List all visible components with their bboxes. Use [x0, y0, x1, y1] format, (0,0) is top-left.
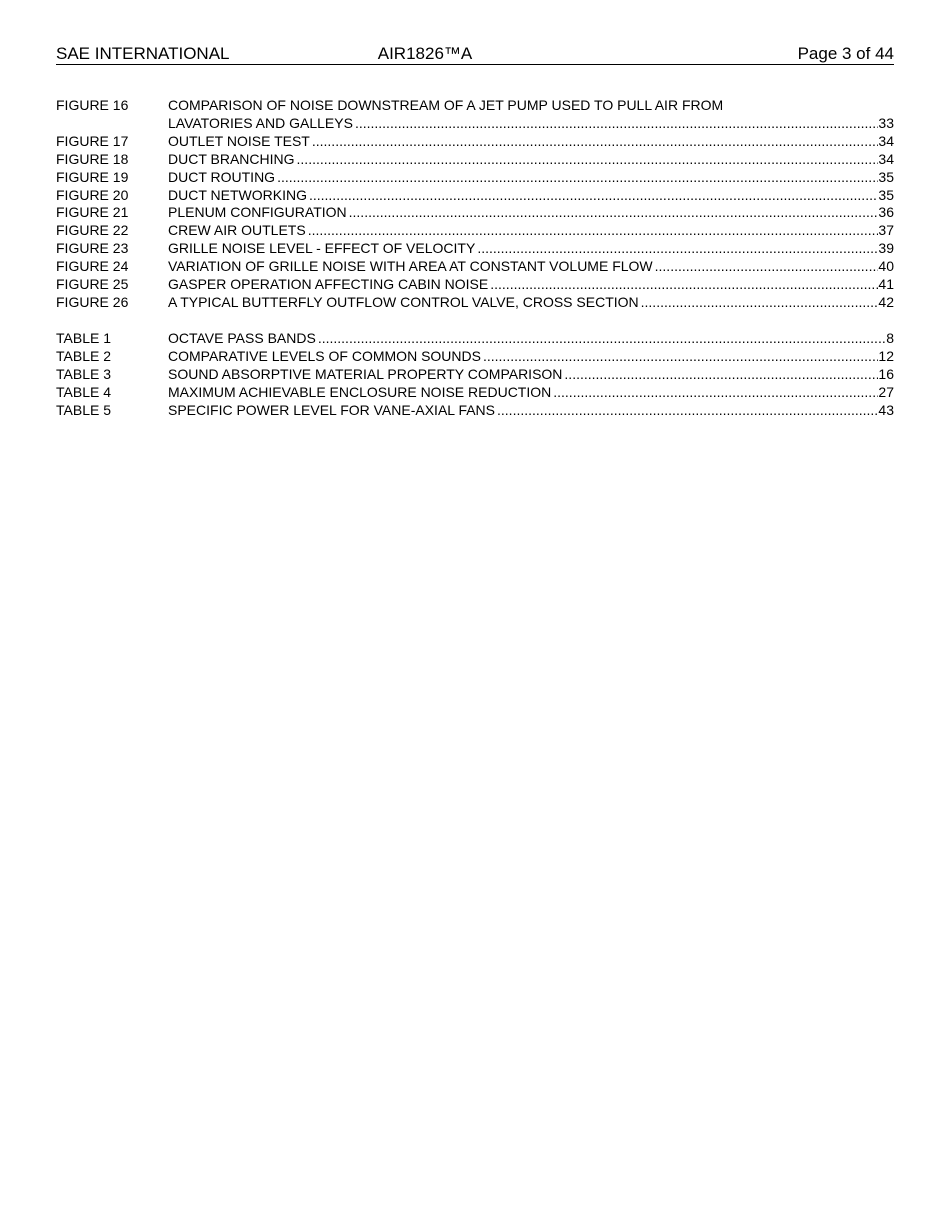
- entry-title: DUCT BRANCHING: [168, 150, 295, 167]
- entry-title: COMPARATIVE LEVELS OF COMMON SOUNDS: [168, 347, 481, 364]
- entry-title: LAVATORIES AND GALLEYS: [168, 114, 353, 131]
- entry-body: [168, 151, 894, 169]
- entry-title: SPECIFIC POWER LEVEL FOR VANE-AXIAL FANS: [168, 401, 496, 418]
- dot-leader: [310, 133, 879, 151]
- entry-line: [168, 366, 894, 384]
- dot-leader: [295, 151, 879, 169]
- entry-body: [168, 133, 894, 151]
- dot-leader: [562, 366, 878, 384]
- entry-page: 34: [878, 132, 894, 149]
- entry-label: FIGURE 17: [56, 132, 129, 149]
- entry-line: [168, 151, 894, 169]
- dot-leader: [488, 276, 878, 294]
- entry-body: [168, 222, 894, 240]
- toc-entry-figure-16[interactable]: [56, 97, 894, 133]
- entry-page: 40: [878, 258, 894, 275]
- entry-line: [168, 240, 894, 258]
- entry-page: 34: [878, 150, 894, 167]
- entry-page: 43: [878, 401, 894, 418]
- toc-entry-figure-23[interactable]: [56, 240, 894, 258]
- toc-entry-figure-24[interactable]: [56, 258, 894, 276]
- entry-page: 42: [878, 293, 894, 310]
- entry-line: [168, 222, 894, 240]
- header-page-number: Page 3 of 44: [797, 44, 894, 63]
- entry-line: [168, 276, 894, 294]
- entry-title: DUCT ROUTING: [168, 168, 276, 185]
- entry-line: [168, 330, 894, 348]
- entry-title: DUCT NETWORKING: [168, 186, 307, 203]
- header-document-id-wrap: [56, 44, 894, 64]
- entry-label: FIGURE 20: [56, 186, 129, 203]
- entry-page: 35: [878, 168, 894, 185]
- entry-line: [168, 169, 894, 187]
- entry-page: 35: [878, 186, 894, 203]
- entry-body: [168, 384, 894, 402]
- entry-line: [168, 384, 894, 402]
- entry-body: [168, 366, 894, 384]
- entry-line: [168, 402, 894, 420]
- entry-label: TABLE 3: [56, 365, 111, 382]
- dot-leader: [475, 240, 878, 258]
- dot-leader: [495, 402, 878, 420]
- entry-line: [168, 133, 894, 151]
- entry-label: TABLE 2: [56, 347, 111, 364]
- entry-line: [168, 294, 894, 312]
- dot-leader: [307, 187, 878, 205]
- entry-page: 41: [878, 276, 894, 293]
- entry-body: [168, 294, 894, 312]
- entry-label: TABLE 1: [56, 329, 111, 346]
- entry-title: CREW AIR OUTLETS: [168, 222, 306, 239]
- entry-body: [168, 169, 894, 187]
- header-organization: SAE INTERNATIONAL: [56, 44, 230, 63]
- entry-title: SOUND ABSORPTIVE MATERIAL PROPERTY COMPARISON: [168, 365, 563, 382]
- entry-label: FIGURE 21: [56, 204, 129, 221]
- entry-line: [168, 204, 894, 222]
- dot-leader: [481, 348, 878, 366]
- entry-label: FIGURE 24: [56, 258, 129, 275]
- list-of-figures-and-tables: [56, 97, 894, 419]
- entry-label: FIGURE 25: [56, 276, 129, 293]
- toc-entry-table-2[interactable]: [56, 348, 894, 366]
- toc-entry-figure-20[interactable]: [56, 187, 894, 205]
- entry-title: PLENUM CONFIGURATION: [168, 204, 347, 221]
- dot-leader: [551, 384, 878, 402]
- dot-leader: [653, 258, 879, 276]
- dot-leader: [639, 294, 879, 312]
- page-header: [56, 44, 894, 65]
- entry-line: [168, 348, 894, 366]
- dot-leader: [306, 222, 879, 240]
- entry-title-line-1: COMPARISON OF NOISE DOWNSTREAM OF A JET PUMP USED TO PULL AIR FROM: [168, 97, 724, 113]
- toc-entry-table-5[interactable]: [56, 402, 894, 420]
- toc-entry-figure-19[interactable]: [56, 169, 894, 187]
- entry-title: A TYPICAL BUTTERFLY OUTFLOW CONTROL VALVE, CROSS SECTION: [168, 293, 639, 310]
- toc-entry-figure-26[interactable]: [56, 294, 894, 312]
- entry-page: 12: [878, 347, 894, 364]
- entry-body: [168, 276, 894, 294]
- entry-label: FIGURE 22: [56, 222, 129, 239]
- dot-leader: [347, 204, 879, 222]
- toc-entry-figure-17[interactable]: [56, 133, 894, 151]
- entry-page: 39: [878, 240, 894, 257]
- entry-body: [168, 240, 894, 258]
- toc-entry-table-3[interactable]: [56, 366, 894, 384]
- entry-title: OCTAVE PASS BANDS: [168, 329, 316, 346]
- entry-body: [168, 187, 894, 205]
- entry-label: FIGURE 19: [56, 168, 129, 185]
- entry-label: FIGURE 16: [56, 97, 129, 113]
- entry-page: 27: [878, 383, 894, 400]
- dot-leader: [353, 115, 878, 133]
- entry-page: 16: [878, 365, 894, 382]
- section-spacer: [56, 312, 894, 330]
- dot-leader: [316, 330, 886, 348]
- entry-title: VARIATION OF GRILLE NOISE WITH AREA AT CONSTANT VOLUME FLOW: [168, 258, 653, 275]
- entry-page: 8: [886, 329, 894, 346]
- toc-entry-table-1[interactable]: [56, 330, 894, 348]
- toc-entry-figure-25[interactable]: [56, 276, 894, 294]
- entry-line: [168, 187, 894, 205]
- entry-page: 37: [878, 222, 894, 239]
- entry-label: FIGURE 18: [56, 150, 129, 167]
- toc-entry-figure-22[interactable]: [56, 222, 894, 240]
- entry-body: [168, 204, 894, 222]
- header-document-id: AIR1826™A: [377, 44, 473, 63]
- entry-label: FIGURE 26: [56, 293, 129, 310]
- toc-entry-table-4[interactable]: [56, 384, 894, 402]
- entry-label: FIGURE 23: [56, 240, 129, 257]
- entry-body: [168, 330, 894, 348]
- entry-line: [168, 258, 894, 276]
- dot-leader: [275, 169, 878, 187]
- entry-title: GASPER OPERATION AFFECTING CABIN NOISE: [168, 276, 489, 293]
- entry-body: [168, 402, 894, 420]
- toc-entry-figure-21[interactable]: [56, 204, 894, 222]
- entry-label: TABLE 5: [56, 401, 111, 418]
- entry-page: 36: [878, 204, 894, 221]
- entry-title: OUTLET NOISE TEST: [168, 132, 310, 149]
- toc-entry-figure-18[interactable]: [56, 151, 894, 169]
- entry-body: [168, 348, 894, 366]
- entry-body: [168, 258, 894, 276]
- entry-line: [168, 115, 894, 133]
- entry-body: [168, 97, 894, 133]
- entry-title: MAXIMUM ACHIEVABLE ENCLOSURE NOISE REDUCTION: [168, 383, 552, 400]
- entry-title: GRILLE NOISE LEVEL - EFFECT OF VELOCITY: [168, 240, 476, 257]
- entry-page: 33: [878, 114, 894, 131]
- entry-label: TABLE 4: [56, 383, 111, 400]
- entry-line: [168, 97, 894, 115]
